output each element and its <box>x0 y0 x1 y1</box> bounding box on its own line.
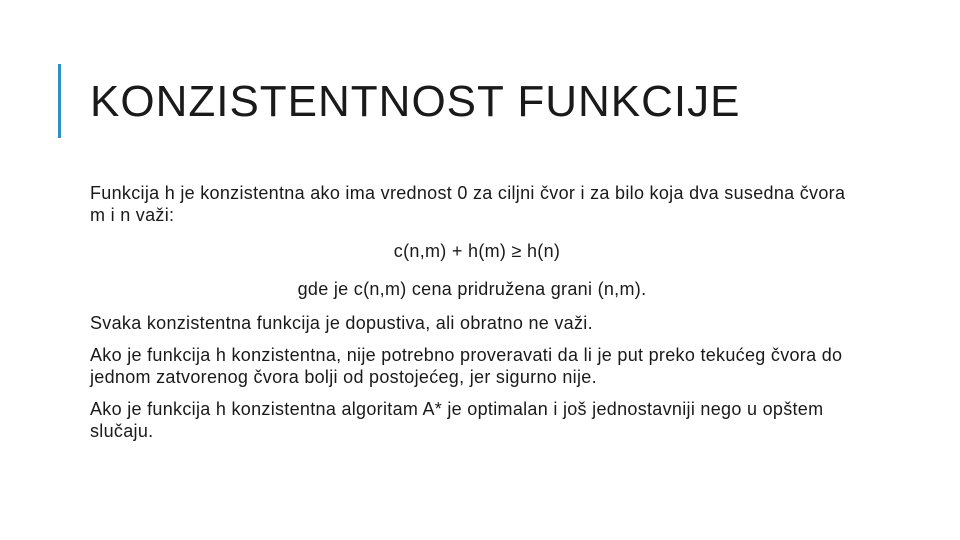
paragraph-closed-nodes: Ako je funkcija h konzistentna, nije potrebno proveravati da li je put preko tekućeg čvora do jednom zatvorenog čvora bolji od postojećeg, jer sigurno nije. <box>90 345 843 387</box>
paragraph-definition: Funkcija h je konzistentna ako ima vrednost 0 za ciljni čvor i za bilo koja dva susedna čvora m i n važi: <box>90 183 846 225</box>
formula-note: gde je c(n,m) cena pridružena grani (n,m). <box>297 279 647 299</box>
title-accent-bar <box>58 64 61 138</box>
paragraph-a-star: Ako je funkcija h konzistentna algoritam A* je optimalan i još jednostavniji nego u opštem slučaju. <box>90 399 824 441</box>
slide-body <box>90 182 850 452</box>
paragraph-admissible: Svaka konzistentna funkcija je dopustiva, ali obratno ne važi. <box>90 313 593 333</box>
slide-title: KONZISTENTNOST FUNKCIJE <box>90 77 741 126</box>
formula: c(n,m) + h(m) ≥ h(n) <box>393 241 561 261</box>
